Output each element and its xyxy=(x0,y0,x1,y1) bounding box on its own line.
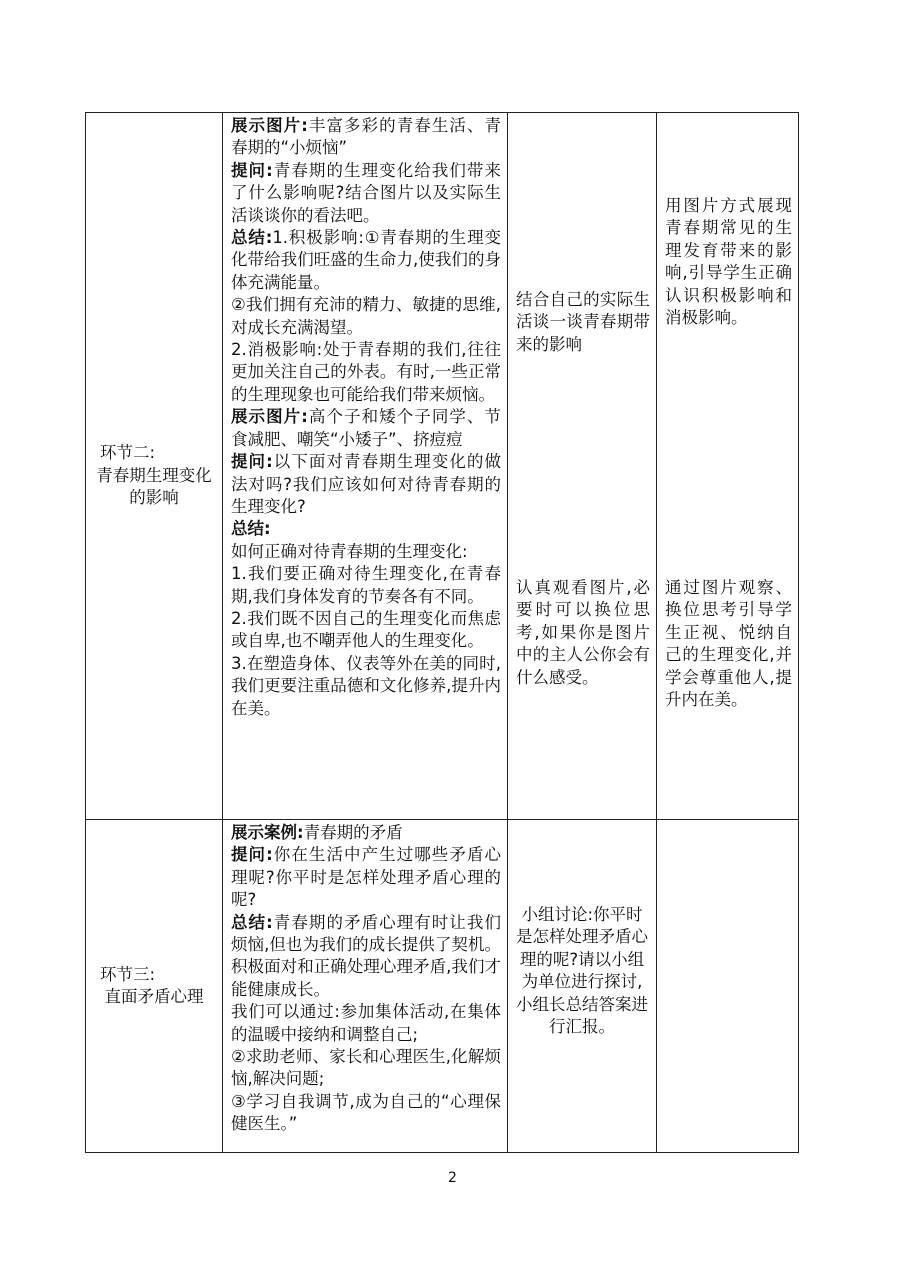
teacher-paragraph xyxy=(231,406,501,451)
paragraph-text: 青春期的矛盾心理有时让我们烦恼,但也为我们的成长提供了契机。积极面对和正确处理心理矛盾,我们才能健康成长。 xyxy=(231,912,501,999)
paragraph-text: 我们可以通过:参加集体活动,在集体的温暖中接纳和调整自己; xyxy=(231,1002,501,1044)
teacher-paragraph xyxy=(231,563,501,608)
teacher-paragraph xyxy=(231,844,501,911)
teacher-activity-cell xyxy=(223,113,508,820)
teacher-paragraph xyxy=(231,339,501,406)
lesson-plan-table xyxy=(85,112,799,1153)
paragraph-text: 青春期的矛盾 xyxy=(303,823,403,842)
design-intent-text: 通过图片观察、换位思考引导学生正视、悦纳自己的生理变化,并学会尊重他人,提升内在美。 xyxy=(665,578,792,710)
teacher-paragraph xyxy=(231,160,501,227)
stage-cell xyxy=(86,820,223,1153)
design-intent-cell xyxy=(657,820,799,1153)
student-activity-text: 结合自己的实际生活谈一谈青春期带来的影响 xyxy=(516,290,650,354)
paragraph-text: 2.消极影响:处于青春期的我们,往往更加关注自己的外表。有时,一些正常的生理现象也可能给我们带来烦恼。 xyxy=(231,340,501,404)
paragraph-text: ②我们拥有充沛的精力、敏捷的思维,对成长充满渴望。 xyxy=(231,295,501,337)
stage-cell xyxy=(86,113,223,820)
table-row xyxy=(86,113,799,820)
teacher-paragraph xyxy=(231,608,501,653)
paragraph-text: 青春期的生理变化给我们带来了什么影响呢?结合图片以及实际生活谈谈你的看法吧。 xyxy=(231,160,501,225)
teacher-paragraph xyxy=(231,115,501,160)
student-activity-text: 认真观看图片,必要时可以换位思考,如果你是图片中的主人公你会有什么感受。 xyxy=(516,578,650,687)
design-intent-cell xyxy=(657,113,799,820)
paragraph-text: 高个子和矮个子同学、节食减肥、嘲笑“小矮子”、挤痘痘 xyxy=(231,407,501,449)
teacher-paragraph xyxy=(231,822,501,844)
paragraph-label: 总结: xyxy=(231,519,271,539)
paragraph-text: 2.我们既不因自己的生理变化而焦虑或自卑,也不嘲弄他人的生理变化。 xyxy=(231,608,501,651)
paragraph-label: 展示案例: xyxy=(231,823,304,842)
teacher-paragraph xyxy=(231,294,501,339)
student-activity-text: 小组讨论:你平时是怎样处理矛盾心理的呢?请以小组为单位进行探讨,小组长总结答案进行汇报。 xyxy=(516,905,648,1037)
student-activity-cell xyxy=(508,820,657,1153)
paragraph-label: 展示图片: xyxy=(231,116,308,135)
teacher-paragraph xyxy=(231,1091,501,1136)
design-intent-text: 用图片方式展现青春期常见的生理发育带来的影响,引导学生正确认识积极影响和消极影响。 xyxy=(665,196,792,328)
paragraph-text: 如何正确对待青春期的生理变化: xyxy=(231,541,468,561)
teacher-paragraph xyxy=(231,518,501,540)
page-number: 2 xyxy=(448,1170,457,1186)
stage-title: 青春期生理变化的影响 xyxy=(96,465,212,508)
stage-number: 环节二: xyxy=(100,443,156,463)
paragraph-label: 总结: xyxy=(231,912,273,932)
paragraph-text: ③学习自我调节,成为自己的“心理保健医生。” xyxy=(231,1091,501,1134)
paragraph-label: 提问: xyxy=(231,160,273,180)
paragraph-label: 提问: xyxy=(231,452,273,472)
teacher-activity-cell xyxy=(223,820,508,1153)
teacher-paragraph xyxy=(231,541,501,563)
paragraph-label: 总结: xyxy=(231,228,273,248)
stage-number: 环节三: xyxy=(100,964,156,984)
teacher-paragraph xyxy=(231,912,501,1002)
paragraph-text: 以下面对青春期生理变化的做法对吗?我们应该如何对待青春期的生理变化? xyxy=(231,452,501,516)
paragraph-text: ②求助老师、家长和心理医生,化解烦恼,解决问题; xyxy=(231,1047,501,1089)
paragraph-text: 丰富多彩的青春生活、青春期的“小烦恼” xyxy=(231,116,501,158)
teacher-paragraph xyxy=(231,1001,501,1046)
paragraph-text: 1.我们要正确对待生理变化,在青春期,我们身体发育的节奏各有不同。 xyxy=(231,564,501,606)
teacher-paragraph xyxy=(231,1046,501,1091)
paragraph-text: 1.积极影响:①青春期的生理变化带给我们旺盛的生命力,使我们的身体充满能量。 xyxy=(231,228,501,292)
paragraph-label: 展示图片: xyxy=(231,407,308,427)
paragraph-text: 3.在塑造身体、仪表等外在美的同时,我们更要注重品德和文化修养,提升内在美。 xyxy=(231,653,501,718)
paragraph-label: 提问: xyxy=(231,845,273,865)
student-activity-cell xyxy=(508,113,657,820)
teacher-paragraph xyxy=(231,653,501,720)
stage-title: 直面矛盾心理 xyxy=(104,987,204,1006)
paragraph-text: 你在生活中产生过哪些矛盾心理呢?你平时是怎样处理矛盾心理的呢? xyxy=(231,845,501,910)
table-row xyxy=(86,820,799,1153)
teacher-paragraph xyxy=(231,227,501,294)
teacher-paragraph xyxy=(231,451,501,518)
